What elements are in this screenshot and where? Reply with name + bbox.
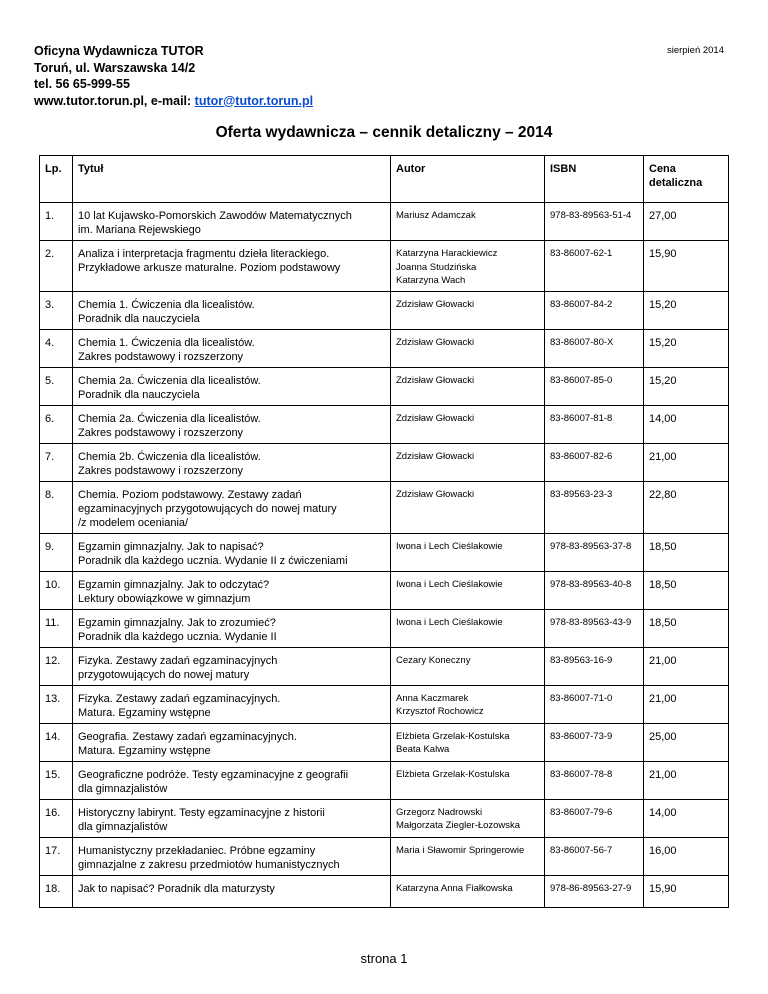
cell-title-line: Chemia 2a. Ćwiczenia dla licealistów.	[78, 412, 261, 425]
cell-title-line: Egzamin gimnazjalny. Jak to odczytać?	[78, 578, 270, 591]
cell-title-line: Fizyka. Zestawy zadań egzaminacyjnych.	[78, 692, 281, 705]
publisher-address: Toruń, ul. Warszawska 14/2	[34, 60, 196, 75]
cell-title-line: dla gimnazjalistów	[78, 782, 168, 795]
table-row	[40, 685, 729, 723]
cell-author	[391, 799, 545, 837]
cell-price: 21,00	[644, 761, 729, 799]
cell-price: 21,00	[644, 443, 729, 481]
cell-title	[73, 203, 391, 241]
publisher-header	[34, 43, 724, 109]
cell-isbn: 978-83-89563-43-9	[545, 609, 644, 647]
cell-price: 21,00	[644, 647, 729, 685]
cell-author-line: Katarzyna Harackiewicz	[396, 248, 498, 259]
table-row	[40, 367, 729, 405]
cell-author-line: Małgorzata Ziegler-Łozowska	[396, 820, 521, 831]
cell-lp: 13.	[40, 685, 73, 723]
cell-author-line: Cezary Koneczny	[396, 654, 471, 666]
table-row	[40, 875, 729, 907]
cell-price: 18,50	[644, 571, 729, 609]
table-row	[40, 241, 729, 292]
publisher-phone: tel. 56 65-999-55	[34, 77, 130, 91]
cell-lp: 8.	[40, 481, 73, 533]
cell-author-line: Iwona i Lech Cieślakowie	[396, 616, 503, 628]
cell-lp: 18.	[40, 875, 73, 907]
cell-title-line: Zakres podstawowy i rozszerzony	[78, 464, 244, 477]
publisher-name: Oficyna Wydawnicza TUTOR	[34, 44, 204, 58]
cell-isbn: 83-89563-16-9	[545, 647, 644, 685]
cell-author	[391, 291, 545, 329]
cell-title-line: Matura. Egzaminy wstępne	[78, 706, 211, 719]
document-date: sierpień 2014	[666, 45, 724, 56]
cell-lp: 15.	[40, 761, 73, 799]
cell-title	[73, 837, 391, 875]
cell-title	[73, 685, 391, 723]
cell-author-line: Grzegorz Nadrowski	[396, 806, 483, 818]
cell-author	[391, 533, 545, 571]
cell-price: 25,00	[644, 723, 729, 761]
cell-isbn: 83-86007-80-X	[545, 329, 644, 367]
table-row	[40, 571, 729, 609]
cell-isbn: 978-83-89563-40-8	[545, 571, 644, 609]
cell-title-line: Lektury obowiązkowe w gimnazjum	[78, 592, 251, 605]
cell-author-line: Iwona i Lech Cieślakowie	[396, 540, 503, 552]
table-row	[40, 761, 729, 799]
cell-title-line: Humanistyczny przekładaniec. Próbne egzaminy	[78, 844, 316, 857]
cell-lp: 14.	[40, 723, 73, 761]
cell-title	[73, 609, 391, 647]
cell-lp: 7.	[40, 443, 73, 481]
cell-price: 18,50	[644, 609, 729, 647]
cell-author	[391, 875, 545, 907]
cell-author-line: Mariusz Adamczak	[396, 210, 476, 221]
cell-price: 15,20	[644, 367, 729, 405]
cell-isbn: 978-83-89563-51-4	[545, 203, 644, 241]
cell-lp: 11.	[40, 609, 73, 647]
cell-lp: 5.	[40, 367, 73, 405]
cell-title-line: Chemia 1. Ćwiczenia dla licealistów.	[78, 298, 255, 311]
cell-author-line: Elżbieta Grzelak-Kostulska	[396, 768, 510, 780]
cell-author	[391, 647, 545, 685]
cell-title	[73, 571, 391, 609]
cell-author-line: Katarzyna Anna Fiałkowska	[396, 882, 513, 894]
cell-title-line: Matura. Egzaminy wstępne	[78, 744, 211, 757]
cell-title-line: egzaminacyjnych przygotowujących do nowej matury	[78, 502, 337, 515]
cell-price: 15,90	[644, 875, 729, 907]
cell-price: 22,80	[644, 481, 729, 533]
cell-author	[391, 405, 545, 443]
cell-title-line: Chemia 2b. Ćwiczenia dla licealistów.	[78, 450, 261, 463]
cell-lp: 2.	[40, 241, 73, 292]
table-header-row	[40, 156, 729, 203]
cell-title-line: dla gimnazjalistów	[78, 820, 168, 833]
table-row	[40, 405, 729, 443]
publisher-contact	[34, 93, 724, 110]
cell-isbn: 83-86007-85-0	[545, 367, 644, 405]
cell-title	[73, 533, 391, 571]
cell-author-line: Zdzisław Głowacki	[396, 450, 475, 462]
cell-isbn: 978-83-89563-37-8	[545, 533, 644, 571]
table-row	[40, 203, 729, 241]
table-row	[40, 329, 729, 367]
cell-price: 18,50	[644, 533, 729, 571]
table-row	[40, 291, 729, 329]
cell-title	[73, 329, 391, 367]
cell-author-line: Iwona i Lech Cieślakowie	[396, 578, 503, 590]
column-header-title: Tytuł	[73, 156, 391, 203]
cell-lp: 6.	[40, 405, 73, 443]
cell-isbn: 83-89563-23-3	[545, 481, 644, 533]
table-row	[40, 647, 729, 685]
cell-author	[391, 329, 545, 367]
page-footer: strona 1	[360, 951, 408, 966]
cell-title-line: Fizyka. Zestawy zadań egzaminacyjnych	[78, 654, 278, 667]
cell-title-line: Poradnik dla każdego ucznia. Wydanie II	[78, 630, 277, 643]
cell-author	[391, 685, 545, 723]
cell-isbn: 83-86007-84-2	[545, 291, 644, 329]
price-table	[39, 155, 729, 908]
cell-price: 14,00	[644, 405, 729, 443]
cell-title	[73, 367, 391, 405]
cell-author-line: Zdzisław Głowacki	[396, 374, 475, 386]
table-row	[40, 723, 729, 761]
cell-author	[391, 761, 545, 799]
cell-title	[73, 799, 391, 837]
cell-title-line: Poradnik dla nauczyciela	[78, 312, 200, 325]
cell-title-line: Geograficzne podróże. Testy egzaminacyjne z geografii	[78, 768, 349, 781]
cell-title	[73, 443, 391, 481]
column-header-author: Autor	[391, 156, 545, 203]
cell-author	[391, 367, 545, 405]
cell-price: 15,20	[644, 329, 729, 367]
cell-title-line: gimnazjalne z zakresu przedmiotów humanistycznych	[78, 858, 340, 871]
cell-title-line: Chemia. Poziom podstawowy. Zestawy zadań	[78, 488, 302, 501]
cell-lp: 12.	[40, 647, 73, 685]
cell-author-line: Anna Kaczmarek	[396, 692, 469, 704]
cell-author-line: Beata Kalwa	[396, 744, 450, 755]
cell-title-line: Poradnik dla każdego ucznia. Wydanie II z ćwiczeniami	[78, 554, 348, 567]
cell-lp: 4.	[40, 329, 73, 367]
cell-price: 21,00	[644, 685, 729, 723]
cell-price: 15,90	[644, 241, 729, 292]
cell-isbn: 83-86007-79-6	[545, 799, 644, 837]
cell-price: 16,00	[644, 837, 729, 875]
cell-author-line: Krzysztof Rochowicz	[396, 706, 484, 717]
cell-title-line: przygotowujących do nowej matury	[78, 668, 250, 681]
cell-author-line: Elżbieta Grzelak-Kostulska	[396, 730, 510, 742]
cell-title	[73, 405, 391, 443]
cell-lp: 3.	[40, 291, 73, 329]
table-row	[40, 609, 729, 647]
column-header-isbn: ISBN	[545, 156, 644, 203]
cell-title-line: Poradnik dla nauczyciela	[78, 388, 200, 401]
column-header-price: Cena detaliczna	[644, 156, 729, 203]
cell-author-line: Zdzisław Głowacki	[396, 336, 475, 348]
cell-title-line: im. Mariana Rejewskiego	[78, 224, 201, 236]
cell-author	[391, 609, 545, 647]
cell-title-line: Historyczny labirynt. Testy egzaminacyjne z historii	[78, 806, 325, 819]
table-row	[40, 533, 729, 571]
page-title: Oferta wydawnicza – cennik detaliczny – 2014	[215, 124, 553, 141]
cell-lp: 9.	[40, 533, 73, 571]
cell-lp: 10.	[40, 571, 73, 609]
cell-title-line: Jak to napisać? Poradnik dla maturzysty	[78, 882, 275, 895]
table-row	[40, 481, 729, 533]
cell-isbn: 83-86007-73-9	[545, 723, 644, 761]
cell-author-line: Zdzisław Głowacki	[396, 298, 475, 310]
cell-isbn: 83-86007-81-8	[545, 405, 644, 443]
cell-title-line: 10 lat Kujawsko-Pomorskich Zawodów Matematycznych	[78, 210, 352, 222]
cell-isbn: 83-86007-62-1	[545, 241, 644, 292]
cell-title-line: /z modelem oceniania/	[78, 516, 189, 529]
cell-author	[391, 723, 545, 761]
cell-isbn: 978-86-89563-27-9	[545, 875, 644, 907]
cell-isbn: 83-86007-56-7	[545, 837, 644, 875]
cell-author	[391, 241, 545, 292]
cell-author-line: Zdzisław Głowacki	[396, 412, 475, 424]
cell-title	[73, 481, 391, 533]
cell-title-line: Zakres podstawowy i rozszerzony	[78, 350, 244, 363]
cell-author-line: Zdzisław Głowacki	[396, 488, 475, 500]
cell-author	[391, 481, 545, 533]
cell-isbn: 83-86007-78-8	[545, 761, 644, 799]
cell-price: 14,00	[644, 799, 729, 837]
cell-title	[73, 291, 391, 329]
cell-title	[73, 875, 391, 907]
publisher-web: www.tutor.torun.pl, e-mail:	[34, 93, 195, 108]
cell-title-line: Chemia 1. Ćwiczenia dla licealistów.	[78, 336, 255, 349]
cell-isbn: 83-86007-82-6	[545, 443, 644, 481]
cell-author	[391, 837, 545, 875]
cell-author-line: Katarzyna Wach	[396, 275, 466, 286]
cell-author	[391, 443, 545, 481]
cell-isbn: 83-86007-71-0	[545, 685, 644, 723]
cell-lp: 1.	[40, 203, 73, 241]
cell-author	[391, 203, 545, 241]
table-row	[40, 799, 729, 837]
cell-title-line: Zakres podstawowy i rozszerzony	[78, 426, 244, 439]
cell-title	[73, 241, 391, 292]
table-row	[40, 837, 729, 875]
cell-author-line: Maria i Sławomir Springerowie	[396, 844, 525, 856]
cell-title-line: Przykładowe arkusze maturalne. Poziom podstawowy	[78, 262, 341, 274]
cell-title-line: Analiza i interpretacja fragmentu dzieła literackiego.	[78, 248, 330, 260]
cell-title-line: Egzamin gimnazjalny. Jak to zrozumieć?	[78, 616, 276, 629]
cell-title-line: Egzamin gimnazjalny. Jak to napisać?	[78, 540, 264, 553]
cell-author-line: Joanna Studzińska	[396, 261, 477, 273]
cell-author	[391, 571, 545, 609]
cell-title	[73, 723, 391, 761]
cell-price: 27,00	[644, 203, 729, 241]
cell-title-line: Geografia. Zestawy zadań egzaminacyjnych.	[78, 730, 297, 743]
cell-lp: 17.	[40, 837, 73, 875]
publisher-email-link[interactable]: tutor@tutor.torun.pl	[194, 93, 314, 108]
cell-title	[73, 761, 391, 799]
cell-title-line: Chemia 2a. Ćwiczenia dla licealistów.	[78, 374, 261, 387]
cell-lp: 16.	[40, 799, 73, 837]
column-header-lp: Lp.	[40, 156, 73, 203]
cell-title	[73, 647, 391, 685]
cell-price: 15,20	[644, 291, 729, 329]
table-row	[40, 443, 729, 481]
table-body	[40, 203, 729, 908]
